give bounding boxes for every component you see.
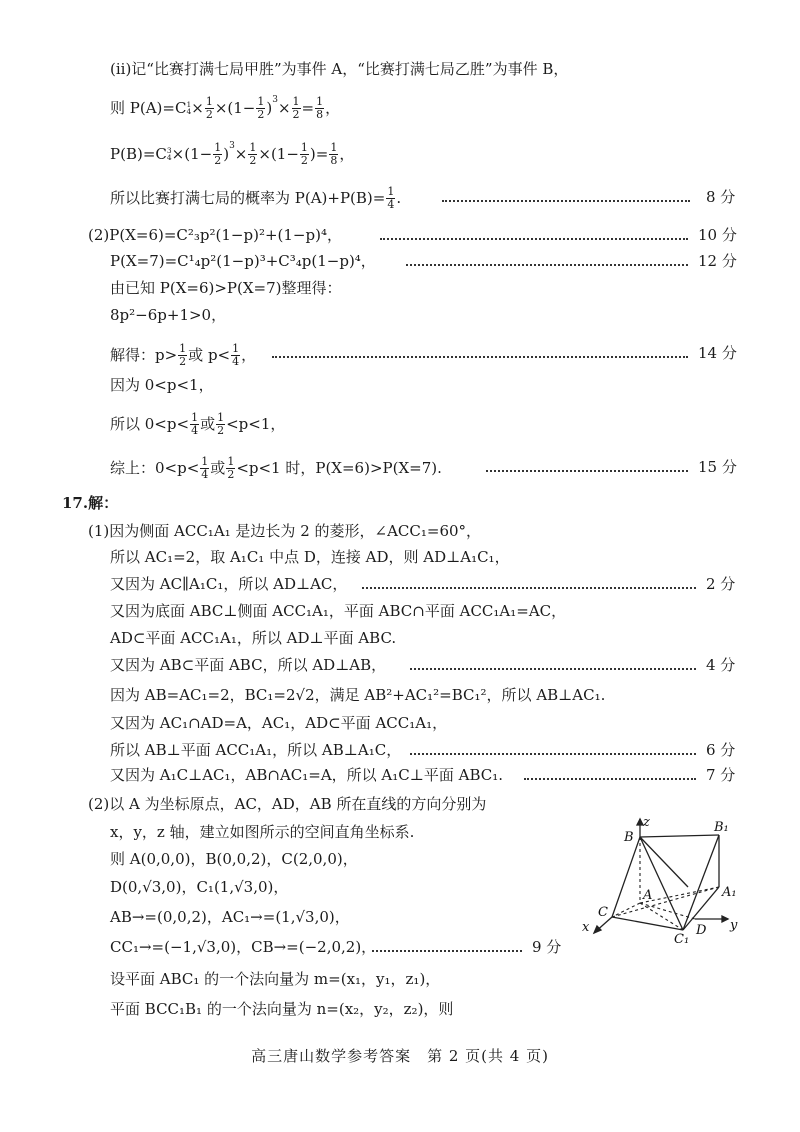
den: 8 — [330, 153, 338, 167]
score-12: 12 分 — [698, 252, 737, 270]
text: (ii)记“比赛打满七局甲胜”为事件 A，“比赛打满七局乙胜”为事件 B， — [110, 60, 569, 78]
line-m9 — [110, 743, 401, 758]
line-inequality — [110, 308, 226, 323]
leader-dots — [272, 356, 688, 358]
text: 解得：p> — [110, 345, 178, 364]
line-event-def — [110, 62, 568, 77]
text: 所以比赛打满七局的概率为 P(A)+P(B)= — [110, 188, 386, 207]
den: 2 — [179, 354, 187, 368]
text: (2)以 A 为坐标原点，AC，AD，AB 所在直线的方向分别为 — [88, 795, 487, 813]
line-m6 — [110, 658, 386, 673]
text: 所以 AB⊥平面 ACC₁A₁，所以 AB⊥A₁C， — [110, 741, 402, 759]
num: 1 — [217, 411, 225, 424]
text: P(X=7)=C¹₄p²(1−p)³+C³₄p(1−p)⁴， — [110, 252, 376, 270]
edge-a-d-hidden — [640, 903, 695, 919]
line-conclusion — [110, 456, 442, 480]
line-solve — [110, 343, 256, 367]
num: 1 — [214, 141, 222, 154]
fraction-half — [248, 142, 257, 166]
den: 2 — [205, 107, 213, 121]
text: 所以 0<p< — [110, 414, 190, 433]
line-px7 — [110, 254, 376, 269]
den: 2 — [249, 153, 257, 167]
text: × — [191, 98, 204, 117]
line-n1 — [88, 797, 486, 812]
den: 4 — [232, 354, 240, 368]
text: ) — [266, 98, 273, 117]
line-so — [110, 412, 285, 436]
leader-dots — [406, 264, 688, 266]
label-x: x — [582, 920, 590, 935]
text: 因为 AB=AC₁=2，BC₁=2√2，满足 AB²+AC₁²=BC₁²，所以 AB⊥AC₁. — [110, 686, 606, 704]
y-arrow — [722, 916, 728, 922]
label-y: y — [730, 918, 738, 933]
den: 2 — [292, 107, 300, 121]
fraction-half — [205, 96, 214, 120]
num: 1 — [300, 141, 308, 154]
fraction-quarter — [190, 412, 199, 436]
fraction-quarter — [386, 186, 395, 210]
line-m1 — [88, 524, 481, 539]
line-range — [110, 378, 214, 393]
label-b1: B₁ — [714, 820, 729, 835]
text: 或 p< — [188, 345, 231, 364]
line-m5 — [110, 631, 396, 646]
line-px6 — [88, 228, 342, 243]
comma: ， — [339, 144, 355, 163]
fraction-half — [300, 142, 309, 166]
num: 1 — [316, 95, 324, 108]
leader-dots — [524, 778, 696, 780]
text: 又因为 AC∥A₁C₁，所以 AD⊥AC， — [110, 575, 348, 593]
score-4: 4 分 — [706, 656, 736, 674]
leader-dots — [362, 587, 696, 589]
comma: ， — [325, 98, 341, 117]
text: 则 P(A)=C — [110, 98, 187, 117]
text: 又因为底面 ABC⊥侧面 ACC₁A₁，平面 ABC∩平面 ACC₁A₁=AC， — [110, 602, 567, 620]
den: 2 — [217, 423, 225, 437]
leader-dots — [486, 470, 688, 472]
line-m4 — [110, 604, 566, 619]
text: 所以 AC₁=2，取 A₁C₁ 中点 D，连接 AD，则 AD⊥A₁C₁， — [110, 548, 510, 566]
num: 1 — [249, 141, 257, 154]
label-a: A — [643, 888, 653, 903]
fraction-half — [216, 412, 225, 436]
prism-coordinate-figure — [580, 815, 750, 945]
line-m3 — [110, 577, 347, 592]
text: 17.解： — [62, 494, 119, 512]
den: 4 — [201, 467, 209, 481]
text: <p<1 时，P(X=6)>P(X=7). — [236, 458, 442, 477]
power: 3 — [272, 95, 278, 105]
line-condition — [110, 281, 342, 296]
text: <p<1， — [226, 414, 286, 433]
den: 2 — [214, 153, 222, 167]
power: 3 — [229, 141, 235, 151]
fraction-quarter — [231, 343, 240, 367]
num: 1 — [227, 455, 235, 468]
text: 又因为 AB⊂平面 ABC，所以 AD⊥AB， — [110, 656, 387, 674]
line-n3 — [110, 852, 358, 867]
fraction-half — [292, 96, 301, 120]
den: 2 — [227, 467, 235, 481]
num: 1 — [387, 185, 395, 198]
text: 或 — [200, 414, 216, 433]
text: ×(1− — [171, 144, 213, 163]
line-n5 — [110, 910, 350, 925]
score-6: 6 分 — [706, 741, 736, 759]
text: 8p²−6p+1>0， — [110, 306, 227, 324]
label-c: C — [598, 905, 608, 920]
text: (2)P(X=6)=C²₃p²(1−p)²+(1−p)⁴， — [88, 226, 342, 244]
comb-sup: 3 — [166, 145, 172, 155]
leader-dots — [410, 668, 696, 670]
text: 则 A(0,0,0)，B(0,0,2)，C(2,0,0)， — [110, 850, 358, 868]
comb-sub: 4 — [186, 107, 192, 117]
leader-dots — [410, 753, 696, 755]
den: 8 — [316, 107, 324, 121]
fraction-eighth — [315, 96, 324, 120]
text: 因为 0<p<1， — [110, 376, 214, 394]
text: = — [301, 98, 315, 117]
label-z: z — [643, 815, 650, 830]
line-n7 — [110, 972, 440, 987]
label-d: D — [696, 923, 707, 938]
score-7: 7 分 — [706, 766, 736, 784]
text: 综上：0<p< — [110, 458, 200, 477]
text: ×(1− — [258, 144, 299, 163]
fraction-half — [226, 456, 235, 480]
den: 2 — [257, 107, 265, 121]
score-10: 10 分 — [698, 226, 737, 244]
score-15: 15 分 — [698, 458, 737, 476]
edge-b-b1 — [640, 835, 719, 837]
num: 1 — [232, 342, 240, 355]
text: . — [396, 188, 402, 207]
fraction-quarter — [200, 456, 209, 480]
score-8: 8 分 — [706, 188, 736, 206]
score-2: 2 分 — [706, 575, 736, 593]
num: 1 — [179, 342, 187, 355]
fraction-half — [256, 96, 265, 120]
num: 1 — [257, 95, 265, 108]
den: 2 — [300, 153, 308, 167]
text: × — [277, 98, 291, 117]
edge-b-c — [612, 837, 640, 917]
text: 由已知 P(X=6)>P(X=7)整理得： — [110, 279, 342, 297]
fraction-half — [178, 343, 187, 367]
score-14: 14 分 — [698, 344, 737, 362]
num: 1 — [201, 455, 209, 468]
line-n4 — [110, 880, 288, 895]
text: )= — [309, 144, 329, 163]
line-pa — [110, 96, 340, 120]
text: AD⊂平面 ACC₁A₁，所以 AD⊥平面 ABC. — [110, 629, 397, 647]
leader-dots — [372, 950, 522, 952]
text: 平面 BCC₁B₁ 的一个法向量为 n=(x₂，y₂，z₂)，则 — [110, 1000, 454, 1018]
text: x，y，z 轴，建立如图所示的空间直角坐标系. — [110, 823, 415, 841]
text: 或 — [210, 458, 226, 477]
line-m7 — [110, 688, 605, 703]
den: 4 — [387, 197, 395, 211]
edge-b-a1 — [640, 837, 688, 887]
line-total-prob — [110, 186, 401, 210]
line-m8 — [110, 716, 447, 731]
text: P(B)=C — [110, 144, 167, 163]
line-m2 — [110, 550, 510, 565]
line-n8 — [110, 1002, 453, 1017]
text: 又因为 A₁C⊥AC₁，AB∩AC₁=A，所以 A₁C⊥平面 ABC₁. — [110, 766, 504, 784]
comb-sub: 4 — [166, 153, 172, 163]
fraction-half — [213, 142, 222, 166]
fraction-eighth — [329, 142, 338, 166]
text: × — [234, 144, 248, 163]
text: ， — [241, 345, 257, 364]
num: 1 — [205, 95, 213, 108]
num: 1 — [191, 411, 199, 424]
leader-dots — [442, 200, 690, 202]
text: D(0,√3,0)，C₁(1,√3,0)， — [110, 878, 289, 896]
num: 1 — [292, 95, 300, 108]
den: 4 — [191, 423, 199, 437]
text: 又因为 AC₁∩AD=A，AC₁，AD⊂平面 ACC₁A₁， — [110, 714, 448, 732]
line-n2 — [110, 825, 414, 840]
text: AB→=(0,0,2)，AC₁→=(1,√3,0)， — [110, 908, 350, 926]
text: 设平面 ABC₁ 的一个法向量为 m=(x₁，y₁，z₁)， — [110, 970, 441, 988]
score-9: 9 分 — [532, 938, 562, 956]
comb-sup: 1 — [186, 99, 192, 109]
page-footer: 高三唐山数学参考答案 第 2 页(共 4 页) — [251, 1047, 549, 1065]
question-17-header — [62, 496, 118, 511]
label-c1: C₁ — [674, 932, 690, 945]
label-a1: A₁ — [722, 885, 737, 900]
text: (1)因为侧面 ACC₁A₁ 是边长为 2 的菱形，∠ACC₁=60°， — [88, 522, 482, 540]
line-pb — [110, 142, 354, 166]
line-m10 — [110, 768, 503, 783]
line-n6 — [110, 940, 376, 955]
text: ×(1− — [214, 98, 256, 117]
edge-b1-c1 — [683, 835, 719, 930]
label-b: B — [624, 830, 634, 845]
text: CC₁→=(−1,√3,0)，CB→=(−2,0,2)， — [110, 938, 377, 956]
leader-dots — [380, 238, 688, 240]
num: 1 — [330, 141, 338, 154]
text: ) — [223, 144, 230, 163]
